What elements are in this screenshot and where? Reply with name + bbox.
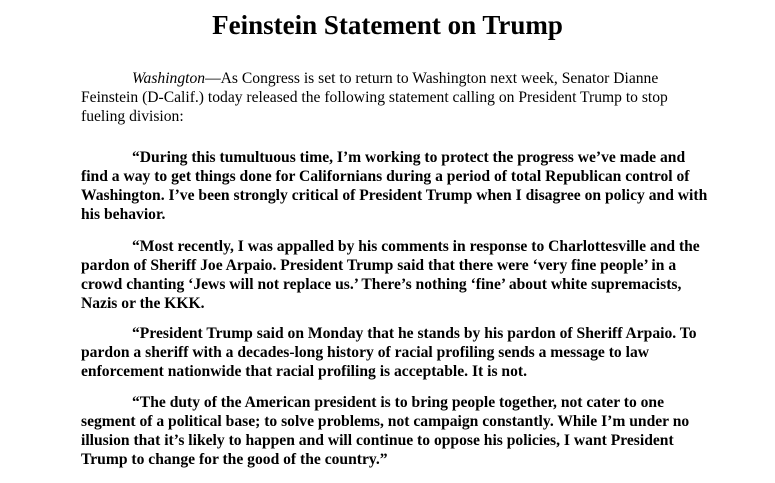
quote-paragraph-3: “President Trump said on Monday that he stands by his pardon of Sheriff Arpaio. To pardon a sheriff with a decades-long history of racial profiling sends a message to law enforcement nationwide that racial profiling is acceptable. It is not. [81, 325, 697, 380]
intro-paragraph [81, 69, 713, 126]
quote-paragraph-2: “Most recently, I was appalled by his comments in response to Charlottesville and the pardon of Sheriff Joe Arpaio. President Trump said that there were ‘very fine people’ in a crowd chanting ‘Jews will not replace us.’ There’s nothing ‘fine’ about white supremacists, Nazis or the KKK. [81, 238, 700, 312]
quote-paragraph-1: “During this tumultuous time, I’m working to protect the progress we’ve made and find a way to get things done for Californians during a period of total Republican control of Washington. I’ve been strongly critical of President Trump when I disagree on policy and with his behavior. [81, 149, 708, 223]
dateline: Washington [132, 70, 206, 87]
page-title: Feinstein Statement on Trump [212, 10, 563, 40]
quote-paragraph-4: “The duty of the American president is to bring people together, not cater to one segment of a political base; to solve problems, not campaign constantly. While I’m under no illusion that it’s likely to happen and will continue to oppose his policies, I want President Trump to change for the good of the country.” [81, 394, 690, 468]
intro-text: —As Congress is set to return to Washington next week, Senator Dianne Feinstein (D-Calif.) today released the following statement calling on President Trump to stop fueling division: [81, 70, 668, 125]
